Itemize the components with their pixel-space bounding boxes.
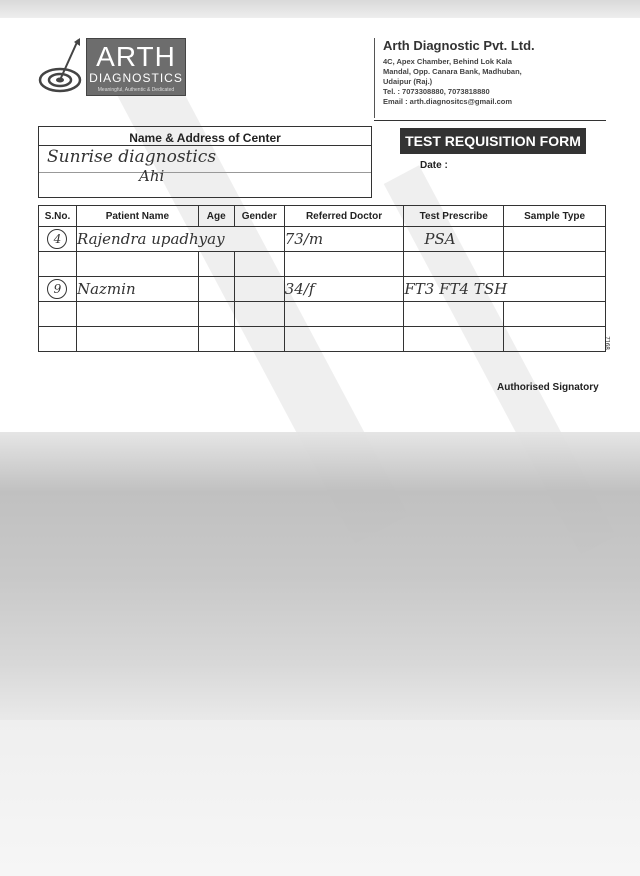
patient-name-cell <box>76 302 198 327</box>
center-box <box>38 126 372 198</box>
logo-word-diagnostics: DIAGNOSTICS <box>89 71 183 85</box>
doctor-cell <box>284 302 404 327</box>
email: Email : arth.diagnositcs@gmail.com <box>383 97 513 106</box>
authorised-signatory: Authorised Signatory <box>497 382 599 393</box>
center-title: Name & Address of Center <box>129 131 281 145</box>
center-rule <box>39 145 371 146</box>
table-row <box>39 302 606 327</box>
company-details <box>383 38 623 107</box>
test-cell <box>404 302 504 327</box>
table-row <box>39 327 606 352</box>
patient-name-cell: Rajendra upadhyay <box>76 227 284 252</box>
logo-tagline: Meaningful, Authentic & Dedicated <box>97 87 175 93</box>
sno-cell <box>39 227 77 252</box>
gender-cell <box>234 302 284 327</box>
column-header: Gender <box>234 206 284 227</box>
arth-logo <box>38 36 188 98</box>
center-address-handwritten: Ahi <box>139 167 165 185</box>
doctor-cell <box>284 327 404 352</box>
scan-shadow-top <box>0 0 640 18</box>
date-label: Date : <box>420 160 448 171</box>
logo-word-arth: ARTH <box>96 41 176 72</box>
target-icon <box>38 36 86 96</box>
doctor-cell: 34/f <box>284 277 404 302</box>
table-header-row <box>39 206 606 227</box>
test-cell: PSA <box>404 227 504 252</box>
patient-name-cell <box>76 252 198 277</box>
age-cell <box>198 302 234 327</box>
form-title: TEST REQUISITION FORM <box>400 128 586 154</box>
table-row <box>39 227 606 252</box>
age-cell <box>198 252 234 277</box>
column-header: S.No. <box>39 206 77 227</box>
header-divider <box>374 38 375 118</box>
side-serial-number: 7168 <box>603 336 610 350</box>
column-header: Referred Doctor <box>284 206 404 227</box>
patient-table <box>38 205 606 352</box>
sno-cell <box>39 302 77 327</box>
sno-cell <box>39 327 77 352</box>
sno-cell <box>39 252 77 277</box>
age-cell <box>198 327 234 352</box>
age-gender-cell: 73/m <box>284 227 404 252</box>
scan-shadow-middle <box>0 432 640 582</box>
address-line-2: Mandal, Opp. Canara Bank, Madhuban, <box>383 67 522 76</box>
address-line-1: 4C, Apex Chamber, Behind Lok Kala <box>383 57 512 66</box>
column-header: Test Prescribe <box>404 206 504 227</box>
test-cell: FT3 FT4 TSH <box>404 277 606 302</box>
gender-cell <box>234 327 284 352</box>
gender-cell <box>234 277 284 302</box>
table-row <box>39 252 606 277</box>
sample-cell <box>504 327 606 352</box>
patient-name-cell: Nazmin <box>76 277 198 302</box>
test-cell <box>404 327 504 352</box>
gender-cell <box>234 252 284 277</box>
test-cell <box>404 252 504 277</box>
sno-value: 4 <box>47 229 67 249</box>
patient-name-cell <box>76 327 198 352</box>
column-header: Patient Name <box>76 206 198 227</box>
column-header: Sample Type <box>504 206 606 227</box>
sno-value: 9 <box>47 279 67 299</box>
address-line-3: Udaipur (Raj.) <box>383 77 433 86</box>
company-name: Arth Diagnostic Pvt. Ltd. <box>383 38 535 53</box>
logo-badge <box>86 38 186 96</box>
telephone: Tel. : 7073308880, 7073818880 <box>383 87 490 96</box>
scan-shadow-bottom <box>0 720 640 876</box>
sno-cell <box>39 277 77 302</box>
sample-cell <box>504 252 606 277</box>
age-cell <box>198 277 234 302</box>
doctor-cell <box>284 252 404 277</box>
sample-cell <box>504 227 606 252</box>
sample-cell <box>504 302 606 327</box>
header-rule <box>374 120 606 121</box>
center-rule <box>39 172 371 173</box>
table-row <box>39 277 606 302</box>
column-header: Age <box>198 206 234 227</box>
center-name-handwritten: Sunrise diagnostics <box>47 147 217 167</box>
scan-shadow-lower <box>0 580 640 720</box>
